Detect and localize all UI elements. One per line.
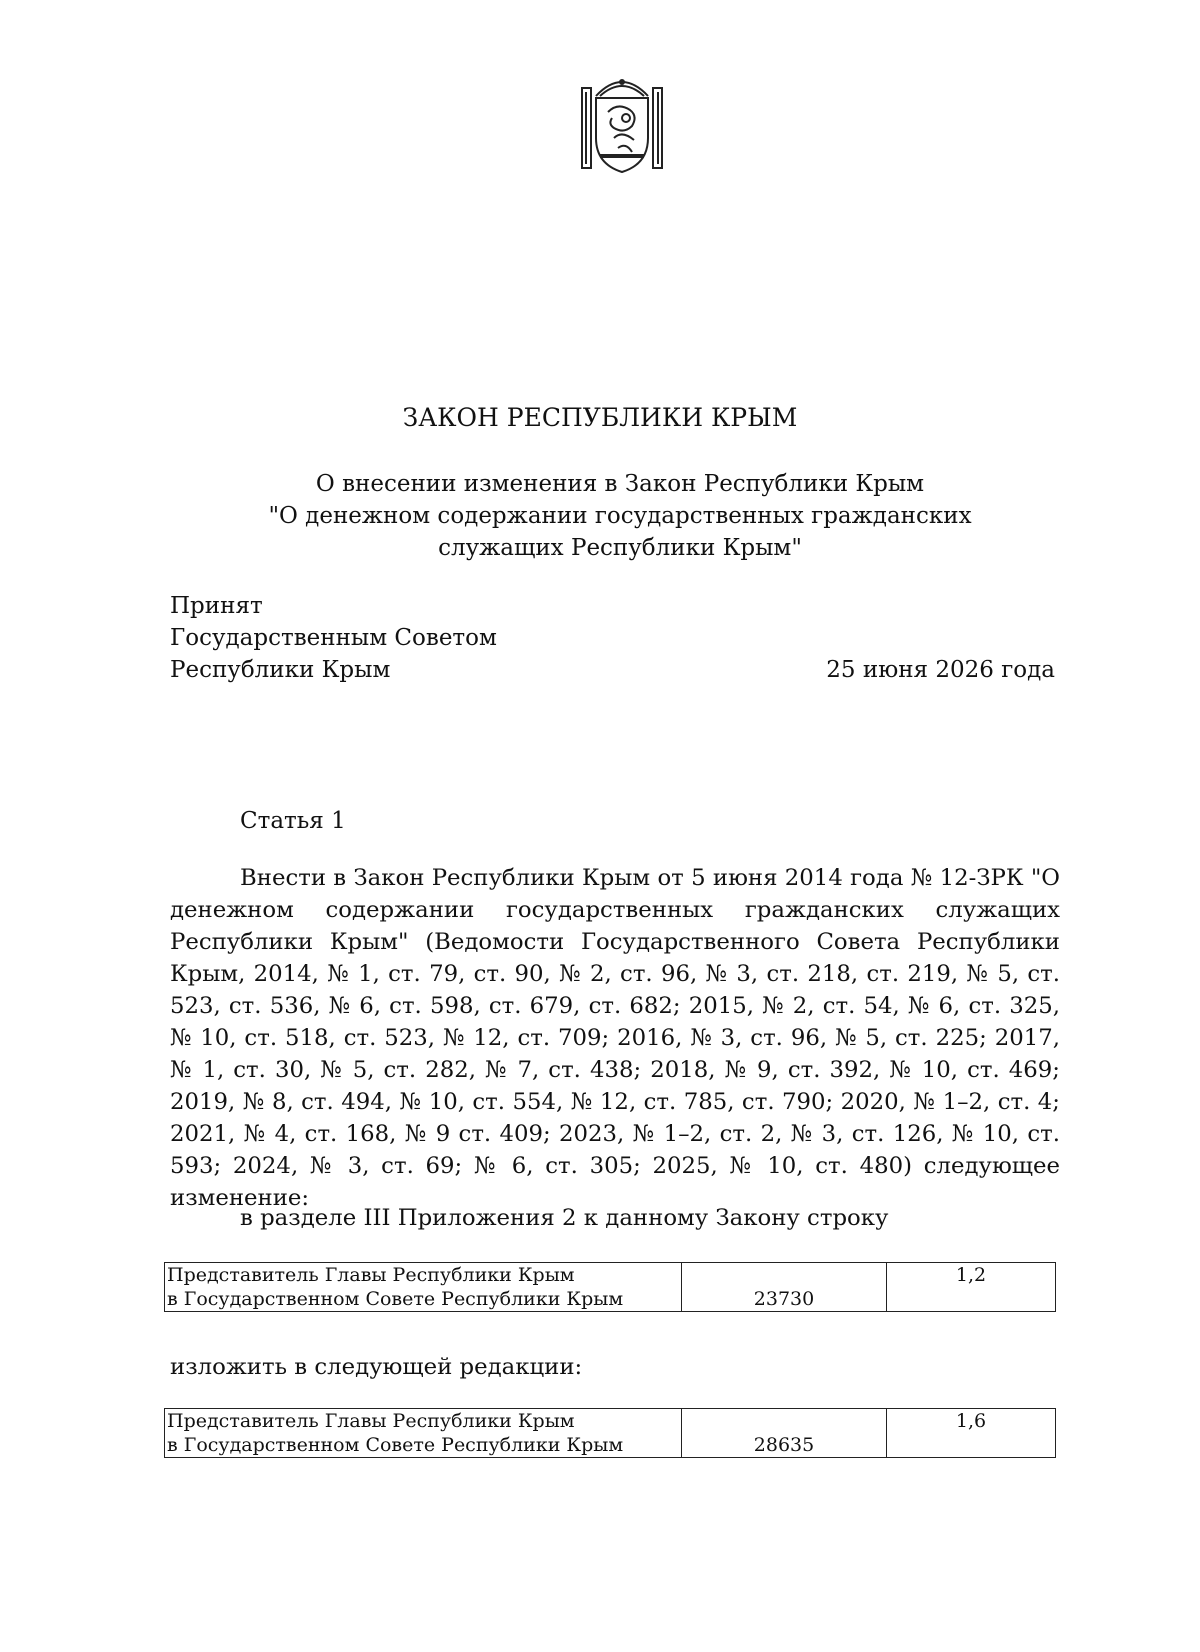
article-line: в разделе III Приложения 2 к данному Закону строку [240, 1205, 889, 1231]
salary-amount-cell: 23730 [682, 1263, 887, 1312]
table-row [165, 1409, 1056, 1458]
position-name-line: Представитель Главы Республики Крым [167, 1410, 575, 1432]
old-salary-table [164, 1262, 1056, 1312]
subtitle-line: "О денежном содержании государственных гражданских [268, 503, 972, 529]
table-row [165, 1263, 1056, 1312]
position-name-cell [165, 1263, 682, 1312]
article-heading: Статья 1 [240, 808, 346, 834]
adoption-date: 25 июня 2026 года [826, 657, 1055, 683]
adoption-line: Республики Крым [170, 657, 391, 683]
subtitle-line: служащих Республики Крым" [438, 535, 802, 561]
position-name-cell [165, 1409, 682, 1458]
law-subtitle [0, 468, 1200, 564]
salary-amount-cell: 28635 [682, 1409, 887, 1458]
article-paragraph: Внести в Закон Республики Крым от 5 июня 2014 года № 12-ЗРК "О денежном содержании государственных гражданских служащих Республики Крым" (Ведомости Государственного Совета Республики Крым, 2014, № 1, ст. 79, ст. 90, № 2, ст. 96, № 3, ст. 218, ст. 219, № 5, ст. 523, ст. 536, № 6, ст. 598, ст. 679, ст. 682; 2015, № 2, ст. 54, № 6, ст. 325, № 10, ст. 518, ст. 523, № 12, ст. 709; 2016, № 3, ст. 96, № 5, ст. 225; 2017, № 1, ст. 30, № 5, ст. 282, № 7, ст. 438; 2018, № 9, ст. 392, № 10, ст. 469; 2019, № 8, ст. 494, № 10, ст. 554, № 12, ст. 785, ст. 790; 2020, № 1–2, ст. 4; 2021, № 4, ст. 168, № 9 ст. 409; 2023, № 1–2, ст. 2, № 3, ст. 126, № 10, ст. 593; 2024, № 3, ст. 69; № 6, ст. 305; 2025, № 10, ст. 480) следующее изменение: [170, 865, 1060, 1211]
coefficient-cell: 1,6 [887, 1409, 1056, 1458]
position-name-line: в Государственном Совете Республики Крым [167, 1288, 624, 1310]
subtitle-line: О внесении изменения в Закон Республики Крым [315, 471, 925, 497]
article-line: изложить в следующей редакции: [170, 1354, 583, 1380]
law-title: ЗАКОН РЕСПУБЛИКИ КРЫМ [402, 403, 798, 432]
adoption-line: Государственным Советом [170, 625, 497, 651]
adoption-block [170, 590, 497, 686]
position-name-line: в Государственном Совете Республики Крым [167, 1434, 624, 1456]
adoption-line: Принят [170, 593, 263, 619]
new-salary-table [164, 1408, 1056, 1458]
crimea-coat-of-arms-icon [574, 68, 670, 176]
position-name-line: Представитель Главы Республики Крым [167, 1264, 575, 1286]
coefficient-cell: 1,2 [887, 1263, 1056, 1312]
